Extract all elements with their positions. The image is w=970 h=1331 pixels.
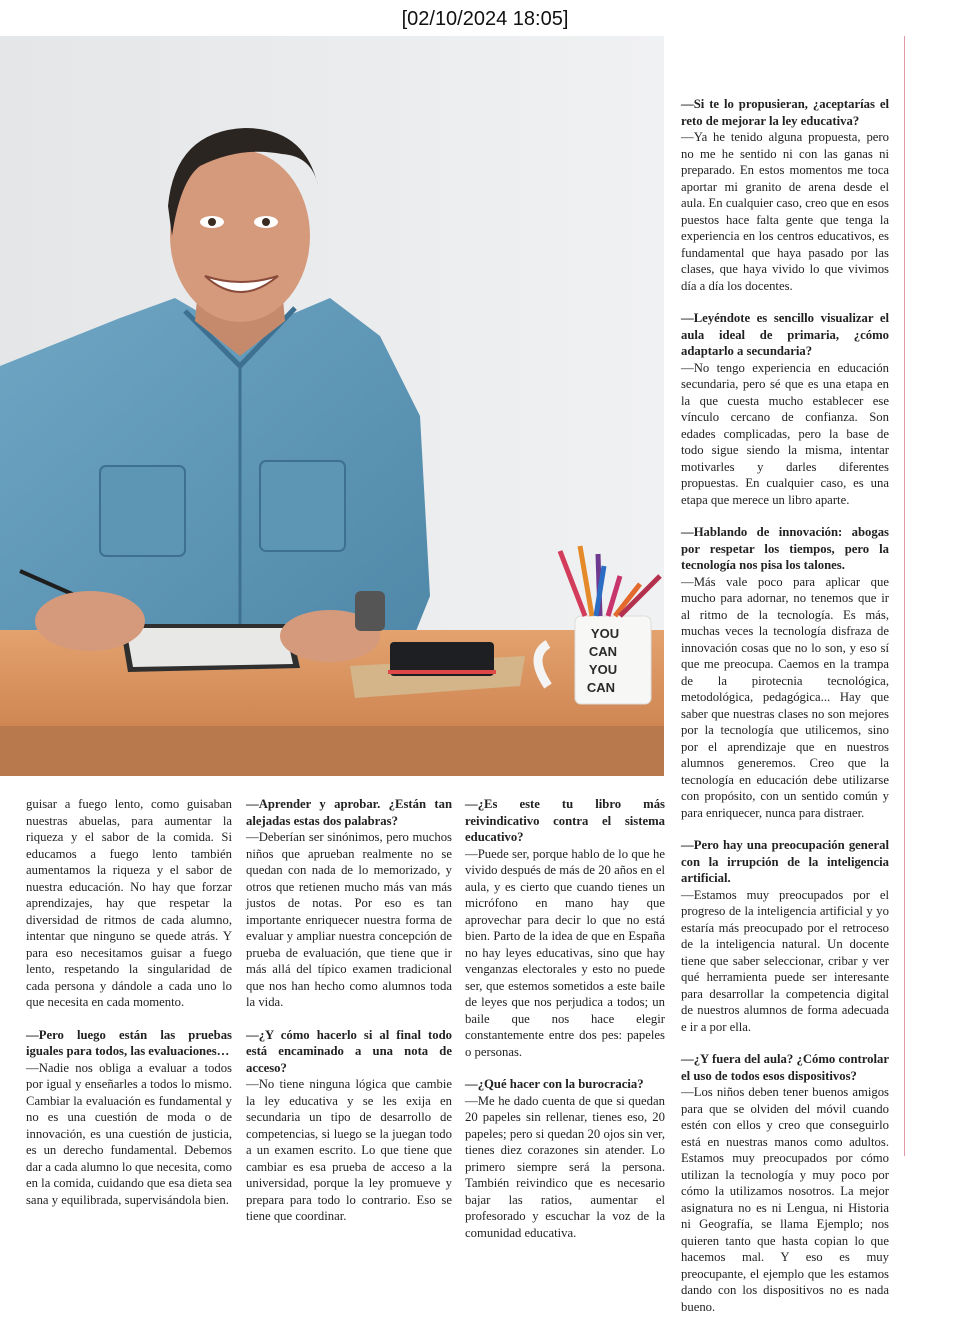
interview-question: —¿Es este tu libro más reivindicativo contra el sistema educativo? xyxy=(465,797,665,844)
interview-block xyxy=(681,96,889,294)
interview-block xyxy=(681,524,889,821)
mug-text-2: CAN xyxy=(588,644,618,659)
interview-photo xyxy=(0,36,664,776)
interview-answer: —No tiene ninguna lógica que cambie la ley educativa y se les exija en secundaria un tipo de desarrollo de competencias, si luego se la juegan todo a un examen escrito. Lo que tiene que cambiar es esa prueba de acceso a la universidad, porque la ley promueve y prepara para todo lo contrario. Eso se tiene que coordinar. xyxy=(246,1077,452,1223)
interview-answer: —Los niños deben tener buenos amigos para que se olviden del móvil cuando estén con ellos y creo que conseguirlo está en nuestras manos como adultos. Estamos muy preocupados por cómo utilizan la tecnología y muy poco por cómo la utilizamos nosotros. La mejor asignatura no es ni Lengua, ni Historia ni Geografía, se llama Ejemplo; nos quieren tanto que hasta copian lo que hacemos mal. Y eso es muy preocupante, el ejemplo que les estamos dando con los dispositivos no es nada bueno. xyxy=(681,1085,889,1314)
interview-question: —Leyéndote es sencillo visualizar el aula ideal de primaria, ¿cómo adaptarlo a secundaria? xyxy=(681,311,889,358)
interview-answer: —Ya he tenido alguna propuesta, pero no me he sentido ni con las ganas ni preparado. En estos momentos me toca aportar mi granito de arena desde el aula. En cualquier caso, creo que en esos puestos hace falta gente que tenga la experiencia en los centros educativos, es fundamental que haya pasado por las clases, que haya vivido lo que vivimos día a día los docentes. xyxy=(681,130,889,293)
interview-question: —Pero hay una preocupación general con la irrupción de la inteligencia artificial. xyxy=(681,838,889,885)
interview-block xyxy=(246,1027,452,1225)
interview-block xyxy=(681,310,889,508)
mug-text-3: YOU xyxy=(588,662,618,677)
mug-text-1: YOU xyxy=(590,626,620,641)
interview-question: —Aprender y aprobar. ¿Están tan alejadas estas dos palabras? xyxy=(246,797,452,828)
page-edge-rule xyxy=(904,36,905,1156)
interview-answer: —Me he dado cuenta de que si quedan 20 papeles sin rellenar, tienes eso, 20 papeles; pero si quedan 20 ojos sin ver, tienes diez corazones sin atender. Lo primero siempre será la persona. También reivindico que es necesario bajar las ratios, aumentar el profesorado y escuchar la voz de la comunidad educativa. xyxy=(465,1093,665,1240)
article-column-bottom-2 xyxy=(246,796,452,1241)
interview-answer: —Nadie nos obliga a evaluar a todos por igual y enseñarles a todos lo mismo. Cambiar la evaluación es fundamental y no es una cuestión de moda o de innovación, es una cuestión de justicia, es un derecho fundamental. Debemos dar a cada alumno lo que necesita, como en la comida, cuidando que esa dieta sea sana y equilibrada, supervisándola bien. xyxy=(26,1060,232,1207)
article-column-bottom-3 xyxy=(465,796,665,1257)
interview-block xyxy=(465,1076,665,1241)
interview-block xyxy=(246,796,452,1011)
interview-answer: —Más vale poco para aplicar que mucho para adornar, no tenemos que ir al ritmo de la tecnología. Es más, muchas veces la tecnología disfraza de innovación cosas que no lo son, y eso sí que me preocupa. Caemos en la trampa de la pirotecnia tecnológica, metodológica, pedagógica... Hay que saber que nuestras clases no son mejores por la tecnología que utilicemos, sino por el aprendizaje que en nuestros alumnos generemos. Creo que la tecnología en educación debe utilizarse con propósito, con un sentido común y para enriquecer, nunca para distraer. xyxy=(681,574,889,820)
interview-block xyxy=(26,796,232,1011)
interview-question: —Pero luego están las pruebas iguales para todos, las evaluaciones… xyxy=(26,1027,232,1058)
interview-block xyxy=(26,1027,232,1209)
article-column-right xyxy=(681,96,889,1331)
interview-question: —¿Y fuera del aula? ¿Cómo controlar el uso de todos esos dispositivos? xyxy=(681,1052,889,1083)
interview-answer: —No tengo experiencia en educación secundaria, pero sé que es una etapa en la que cuesta mucho establecer ese vínculo cercano de confianza. Son edades complicadas, pero la base de todo sigue siendo la misma, intentar motivarles y darles diferentes propuestas. En cualquier caso, es una etapa que merece un libro aparte. xyxy=(681,360,889,507)
interview-question: —Hablando de innovación: abogas por respetar los tiempos, pero la tecnología nos pisa los talones. xyxy=(681,525,889,572)
interview-block xyxy=(681,1051,889,1315)
interview-block xyxy=(681,837,889,1035)
interview-answer: —Puede ser, porque hablo de lo que he vivido después de más de 20 años en el aula, y es cierto que cuando tienes un micrófono en mano hay que aprovechar para decir lo que no está bien. Parto de la idea de que en España no hay leyes educativas, sino que hay venganzas electorales y esto no puede ser, que estemos sometidos a este baile de leyes que nos perjudica a todos; un baile que nos hace elegir constantemente entre dos pes: papeles o personas. xyxy=(465,846,665,1059)
interview-question: —Si te lo propusieran, ¿aceptarías el reto de mejorar la ley educativa? xyxy=(681,97,889,128)
mug-text-4: CAN xyxy=(586,680,616,695)
interview-answer: —Estamos muy preocupados por el progreso de la inteligencia artificial y yo estaría más preocupado por el retroceso de la inteligencia natural. Un docente tiene que saber seleccionar, cribar y ver qué herramienta puede ser interesante para desarrollar la competencia digital de nuestros alumnos de forma adecuada e ir a por ella. xyxy=(681,887,889,1034)
print-timestamp: [02/10/2024 18:05] xyxy=(401,8,569,30)
interview-question: —¿Y cómo hacerlo si al final todo está encaminado a una nota de acceso? xyxy=(246,1027,452,1075)
interview-answer: —Deberían ser sinónimos, pero muchos niños que aprueban realmente no se quedan con nada de lo memorizado, y otros que retienen mucho más van más justos de notas. Por eso es tan importante enriquecer nuestra forma de evaluar y ampliar nuestra concepción de prueba de evaluación, que tiene que ir más allá del típico examen tradicional que nos han hecho como alumnos toda la vida. xyxy=(246,830,452,1009)
interview-block xyxy=(465,796,665,1060)
interview-question: —¿Qué hacer con la burocracia? xyxy=(465,1077,644,1091)
interview-answer: guisar a fuego lento, como guisaban nuestras abuelas, para aumentar la riqueza y el sabor de la comida. Si educamos a fuego lento también aumentamos la riqueza y el sabor de nuestra educación. No hay que forzar aprendizajes, hay que respetar la diversidad de ritmos de cada alumno, intentar que ninguno se quede atrás. Y para eso necesitamos guisar a fuego lento, respetando la singularidad de cada persona y dándole a cada uno lo que necesita en cada momento. xyxy=(26,797,232,1009)
article-column-bottom-1 xyxy=(26,796,232,1224)
